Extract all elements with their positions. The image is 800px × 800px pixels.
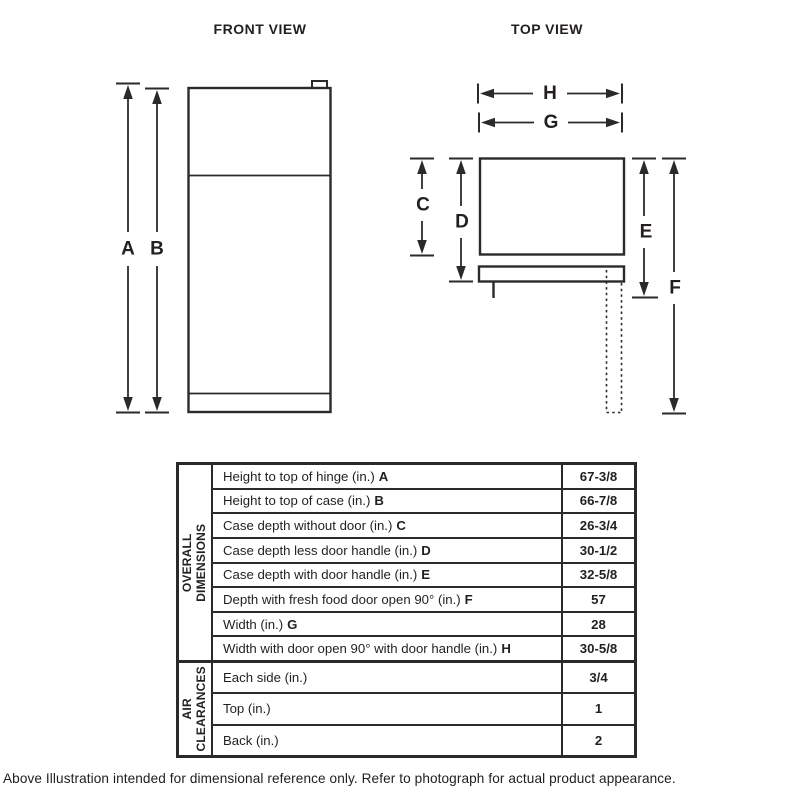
table-row — [213, 611, 634, 636]
section-header-line: OVERALL — [180, 533, 195, 592]
dim-key: F — [464, 591, 473, 607]
row-value: 28 — [591, 616, 606, 632]
dim-key: D — [421, 542, 431, 558]
top-view — [410, 21, 686, 414]
row-value: 32-5/8 — [579, 567, 618, 583]
air-clearances-section — [179, 660, 634, 755]
arrow-right-icon — [606, 118, 620, 128]
arrow-left-icon — [480, 89, 494, 99]
row-value: 26-3/4 — [579, 518, 618, 534]
row-value: 66-7/8 — [579, 493, 618, 509]
door-open-dashed-outline — [607, 270, 622, 413]
row-value: 30-5/8 — [579, 641, 618, 657]
row-label: Width with door open 90° with door handle (in.) H — [213, 637, 563, 660]
dim-label-f: F — [669, 277, 681, 299]
arrow-down-icon — [152, 397, 162, 411]
row-value: 2 — [594, 732, 603, 748]
door-outline — [479, 267, 624, 282]
row-label: Height to top of case (in.) B — [213, 490, 563, 513]
dim-key: E — [421, 567, 431, 583]
dim-label-c: C — [416, 194, 430, 216]
dim-label-h: H — [543, 83, 557, 104]
dim-key: G — [287, 616, 298, 632]
arrow-down-icon — [123, 397, 133, 411]
dimension-h — [478, 83, 622, 104]
arrow-down-icon — [417, 240, 427, 254]
fridge-outline — [189, 88, 331, 412]
row-label: Each side (in.) — [213, 663, 563, 692]
dimension-f — [662, 159, 686, 414]
arrow-up-icon — [456, 160, 466, 174]
overall-dimensions-header — [179, 465, 213, 660]
dimension-b — [145, 89, 169, 413]
row-value: 67-3/8 — [579, 468, 618, 484]
dim-label-d: D — [455, 211, 469, 233]
dimension-g — [479, 112, 622, 133]
front-view-title: FRONT VIEW — [213, 21, 307, 37]
row-value: 3/4 — [589, 670, 608, 686]
dim-label-g: G — [543, 112, 559, 133]
dim-label-e: E — [639, 221, 653, 243]
section-header-line: AIR — [180, 698, 195, 720]
arrow-down-icon — [456, 266, 466, 280]
section-header-line: DIMENSIONS — [194, 523, 209, 602]
dim-key: H — [501, 641, 511, 657]
dim-label-b: B — [150, 238, 164, 260]
row-label: Case depth without door (in.) C — [213, 514, 563, 537]
table-row — [213, 562, 634, 587]
disclaimer-text: Above Illustration intended for dimensional reference only. Refer to photograph for actual product appearance. — [3, 771, 676, 786]
dim-key: B — [374, 493, 384, 509]
case-outline — [480, 159, 624, 255]
table-row — [213, 724, 634, 755]
dim-key: A — [378, 468, 389, 484]
row-value: 57 — [591, 591, 606, 607]
table-row — [213, 488, 634, 513]
arrow-up-icon — [123, 85, 133, 99]
row-label: Depth with fresh food door open 90° (in.) F — [213, 588, 563, 611]
table-row — [213, 692, 634, 723]
arrow-down-icon — [639, 282, 649, 296]
row-value: 1 — [594, 701, 603, 717]
table-row — [213, 635, 634, 660]
arrow-up-icon — [639, 160, 649, 174]
front-view-drawing — [189, 81, 331, 412]
arrow-up-icon — [669, 160, 679, 174]
top-view-title: TOP VIEW — [511, 21, 583, 37]
table-row — [213, 537, 634, 562]
arrow-right-icon — [606, 89, 620, 99]
section-header-line: CLEARANCES — [194, 666, 208, 752]
dim-label-a: A — [121, 238, 135, 260]
row-value: 30-1/2 — [579, 542, 618, 558]
row-label: Height to top of hinge (in.) A — [213, 465, 563, 488]
air-clearances-header — [179, 663, 213, 755]
dim-key: C — [396, 518, 406, 534]
dimension-c — [410, 159, 434, 256]
dimensions-table — [176, 462, 637, 758]
arrow-up-icon — [152, 90, 162, 104]
top-view-drawing — [479, 159, 624, 413]
row-label: Case depth less door handle (in.) D — [213, 539, 563, 562]
table-row — [213, 465, 634, 488]
dimension-a — [116, 84, 140, 413]
arrow-down-icon — [669, 398, 679, 412]
dimension-d — [449, 159, 473, 282]
row-label: Back (in.) — [213, 726, 563, 755]
table-row — [213, 663, 634, 692]
table-row — [213, 512, 634, 537]
row-label: Width (in.) G — [213, 613, 563, 636]
arrow-up-icon — [417, 160, 427, 174]
table-row — [213, 586, 634, 611]
dimension-e — [632, 159, 658, 298]
front-view — [116, 21, 331, 413]
arrow-left-icon — [481, 118, 495, 128]
overall-dimensions-section — [179, 465, 634, 660]
row-label: Case depth with door handle (in.) E — [213, 564, 563, 587]
row-label: Top (in.) — [213, 694, 563, 723]
